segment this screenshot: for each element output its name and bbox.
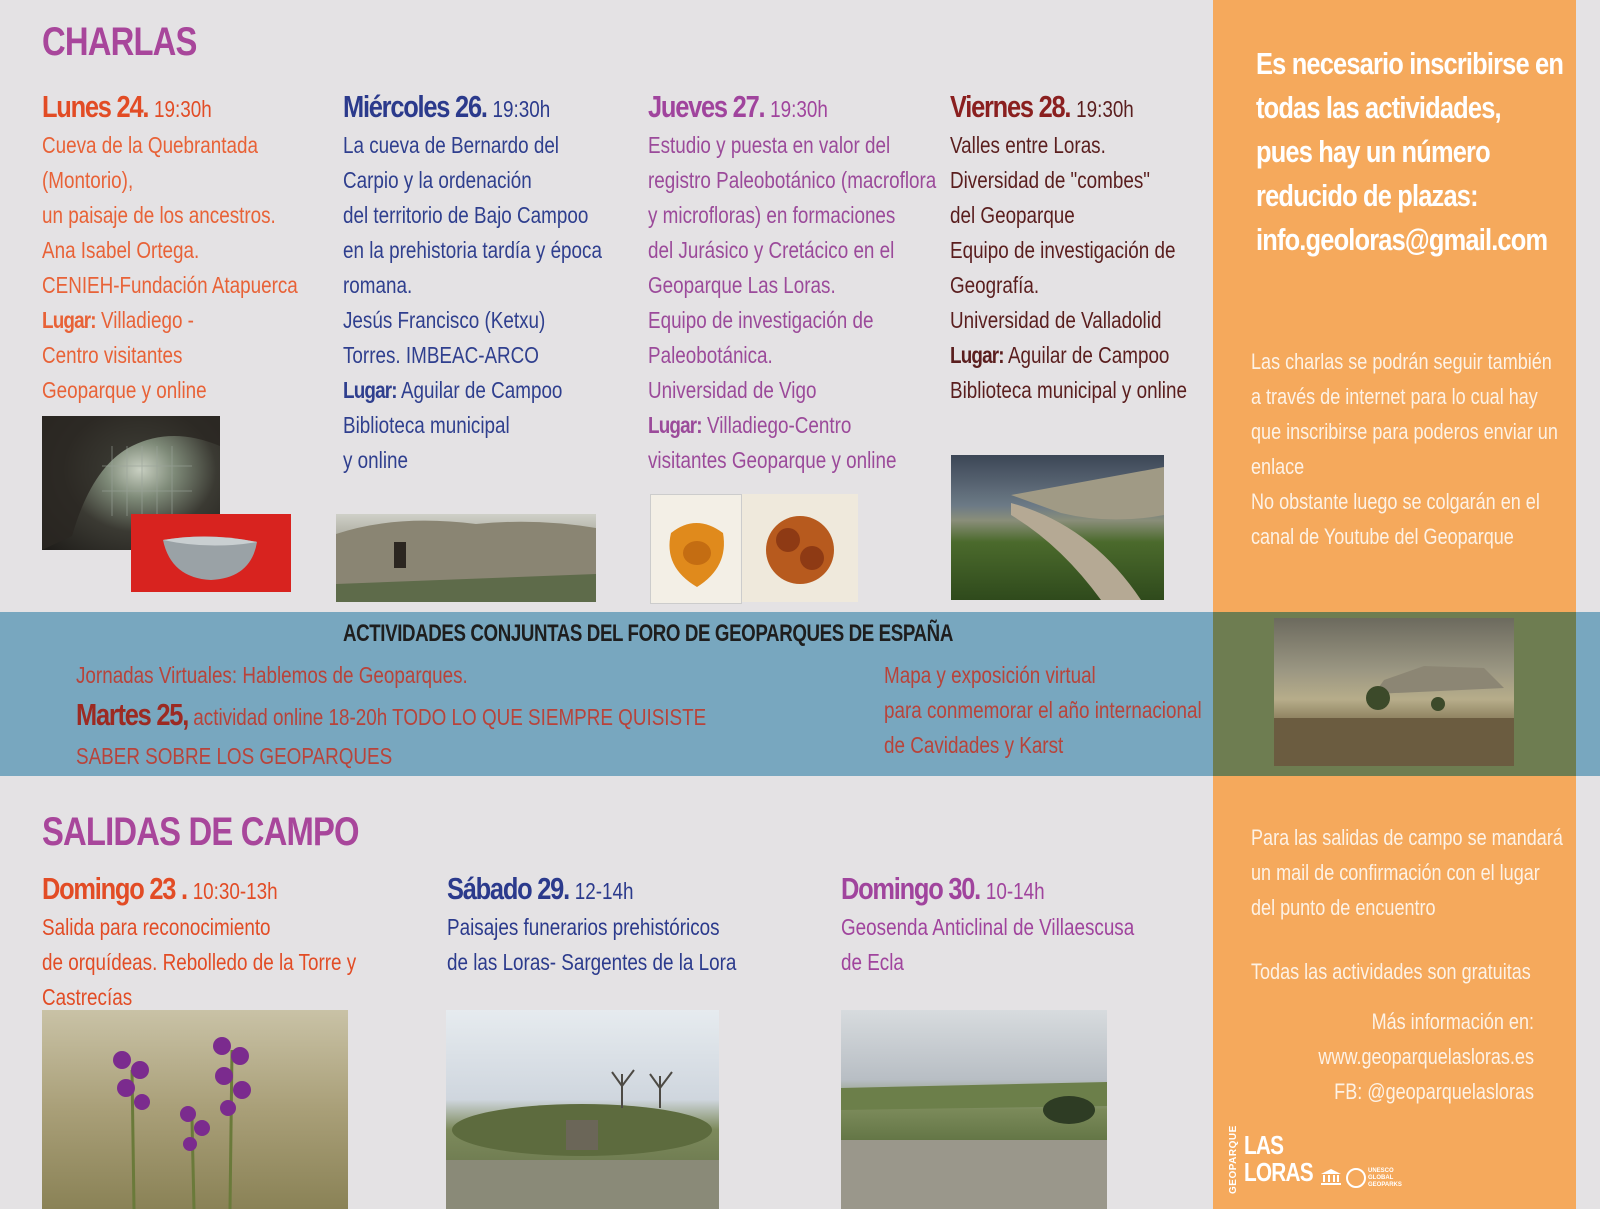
pollen-illustration (651, 495, 741, 603)
salida-line: de Ecla (841, 949, 904, 975)
charla-line: del Jurásico y Cretácico en el (648, 237, 895, 263)
conjuntas-line: para conmemorar el año internacional (884, 697, 1202, 723)
charla-line: Torres. IMBEAC-ARCO (343, 342, 539, 368)
charla-lunes: Lunes 24. 19:30h Cueva de la Quebrantada (Montorio), un paisaje de los ancestros. Ana Isabel Ortega. CENIEH-Fundación Atapuerca Lugar: Villadiego - Centro visitantes Geoparque y online (42, 88, 342, 408)
pollen-photo-2 (742, 494, 858, 602)
charla-viernes: Viernes 28. 19:30h Valles entre Loras. Diversidad de "combes" del Geoparque Equipo de investigación de Geografía. Universidad de Valladolid Lugar: Aguilar de Campoo Biblioteca municipal y online (950, 88, 1250, 408)
pollen-photo-1 (650, 494, 742, 604)
charla-line: Diversidad de "combes" (950, 167, 1150, 193)
charla-line: La cueva de Bernardo del (343, 132, 560, 158)
charla-line: visitantes Geoparque y online (648, 447, 897, 473)
salida-sabado-29: Sábado 29. 12-14h Paisajes funerarios prehistóricos de las Loras- Sargentes de la Lora (447, 870, 807, 980)
conjuntas-line: Mapa y exposición virtual (884, 662, 1096, 688)
online-notice: Las charlas se podrán seguir también a través de internet para lo cual hay que inscribirse para poderos enviar un enlace No obstante luego se colgarán en el canal de Youtube del Geoparque (1251, 349, 1558, 549)
charla-line: Paleobotánica. (648, 342, 773, 368)
conjuntas-left: Jornadas Virtuales: Hablemos de Geoparques. Martes 25, actividad online 18-20h TODO LO QUE SIEMPRE QUISISTE SABER SOBRE LOS GEOPARQUES (76, 658, 706, 774)
website-link[interactable]: www.geoparquelasloras.es (1318, 1044, 1534, 1069)
lugar-label: Lugar: (648, 412, 702, 438)
sheep-landscape-photo (1274, 618, 1514, 766)
conjuntas-title: ACTIVIDADES CONJUNTAS DEL FORO DE GEOPARQUES DE ESPAÑA (343, 620, 953, 647)
salidas-notice: Para las salidas de campo se mandará un mail de confirmación con el lugar del punto de encuentro (1251, 825, 1563, 920)
salida-line: Salida para reconocimiento (42, 914, 271, 940)
mesa-illustration (1274, 618, 1514, 766)
charla-line: Estudio y puesta en valor del (648, 132, 891, 158)
charla-line: Jesús Francisco (Ketxu) (343, 307, 546, 333)
charla-line: Equipo de investigación de (950, 237, 1176, 263)
logo-wordmark: LAS LORAS (1244, 1130, 1313, 1187)
charla-line: registro Paleobotánico (macroflora (648, 167, 937, 193)
charla-line: Geografía. (950, 272, 1040, 298)
unesco-label: UNESCO GLOBAL GEOPARKS (1368, 1168, 1402, 1188)
salida-line: de las Loras- Sargentes de la Lora (447, 949, 737, 975)
charla-line: en la prehistoria tardía y época (343, 237, 602, 263)
charla-line: del territorio de Bajo Campoo (343, 202, 589, 228)
salida-line: Castrecías (42, 984, 133, 1010)
charla-line: Carpio y la ordenación (343, 167, 532, 193)
global-geoparks-icon (1346, 1168, 1366, 1188)
lugar-label: Lugar: (950, 342, 1004, 368)
charla-line: Geoparque Las Loras. (648, 272, 836, 298)
charla-line: Valles entre Loras. (950, 132, 1106, 158)
salida-domingo-30: Domingo 30. 10-14h Geosenda Anticlinal de Villaescusa de Ecla (841, 870, 1201, 980)
salida-domingo-23: Domingo 23 . 10:30-13h Salida para reconocimiento de orquídeas. Rebolledo de la Torre y Castrecías (42, 870, 402, 1015)
conjuntas-date: Martes 25, (76, 697, 189, 732)
charla-line: Equipo de investigación de (648, 307, 874, 333)
conjuntas-line: de Cavidades y Karst (884, 732, 1064, 758)
charla-line: Biblioteca municipal (343, 412, 510, 438)
charla-line: CENIEH-Fundación Atapuerca (42, 272, 298, 298)
bowl-photo (131, 514, 291, 592)
contact-email-link[interactable]: info.geoloras@gmail.com (1256, 222, 1548, 257)
charla-day: Lunes 24. 19:30h (42, 89, 212, 124)
charla-line: Biblioteca municipal y online (950, 377, 1187, 403)
charla-line: un paisaje de los ancestros. (42, 202, 276, 228)
lugar-label: Lugar: (42, 307, 96, 333)
free-notice: Todas las actividades son gratuitas (1251, 959, 1531, 984)
valley-photo (951, 455, 1164, 600)
charla-line: (Montorio), (42, 167, 134, 193)
charla-jueves: Jueves 27. 19:30h Estudio y puesta en valor del registro Paleobotánico (macroflora y microfloras) en formaciones del Jurásico y Cretácico en el Geoparque Las Loras. Equipo de investigación de Paleobotánica. Universidad de Vigo Lugar: Villadiego-Centro visitantes Geoparque y online (648, 88, 948, 478)
charla-line: y online (343, 447, 409, 473)
more-info: Más información en: www.geoparquelasloras.es FB: @geoparquelasloras (1240, 1004, 1534, 1109)
charla-line: Universidad de Valladolid (950, 307, 1162, 333)
charla-line: Universidad de Vigo (648, 377, 817, 403)
orchid-illustration (42, 1010, 348, 1209)
orchid-photo (42, 1010, 348, 1209)
charla-line: Centro visitantes (42, 342, 183, 368)
anticlinal-photo (841, 1010, 1107, 1209)
lugar-label: Lugar: (343, 377, 397, 403)
valley-illustration (951, 455, 1164, 600)
rock-illustration (336, 514, 596, 602)
salida-line: Geosenda Anticlinal de Villaescusa (841, 914, 1135, 940)
charla-line: y microfloras) en formaciones (648, 202, 896, 228)
salida-line: Paisajes funerarios prehistóricos (447, 914, 720, 940)
facebook-link[interactable]: FB: @geoparquelasloras (1334, 1079, 1534, 1104)
unesco-temple-icon (1320, 1168, 1342, 1186)
conjuntas-line: SABER SOBRE LOS GEOPARQUES (76, 743, 393, 769)
dolmen-illustration (446, 1010, 719, 1209)
charla-line: del Geoparque (950, 202, 1075, 228)
pollen-illustration (742, 494, 858, 602)
charla-miercoles: Miércoles 26. 19:30h La cueva de Bernardo del Carpio y la ordenación del territorio de Bajo Campoo en la prehistoria tardía y época romana. Jesús Francisco (Ketxu) Torres. IMBEAC-ARCO Lugar: Aguilar de Campoo Biblioteca municipal y online (343, 88, 643, 478)
anticlinal-illustration (841, 1010, 1107, 1209)
charla-line: romana. (343, 272, 413, 298)
salida-line: de orquídeas. Rebolledo de la Torre y (42, 949, 357, 975)
inscription-notice: Es necesario inscribirse en todas las actividades, pues hay un número reducido de plazas: info.geoloras@gmail.com (1256, 42, 1563, 262)
salidas-title: SALIDAS DE CAMPO (42, 810, 359, 854)
conjuntas-right (884, 658, 1202, 763)
bowl-illustration (131, 514, 291, 592)
charla-line: Ana Isabel Ortega. (42, 237, 200, 263)
charla-line: Geoparque y online (42, 377, 207, 403)
dolmen-photo (446, 1010, 719, 1209)
charlas-title: CHARLAS (42, 20, 197, 64)
cave-bernardo-photo (336, 514, 596, 602)
charla-line: Cueva de la Quebrantada (42, 132, 259, 158)
conjuntas-line: Jornadas Virtuales: Hablemos de Geoparques. (76, 662, 468, 688)
